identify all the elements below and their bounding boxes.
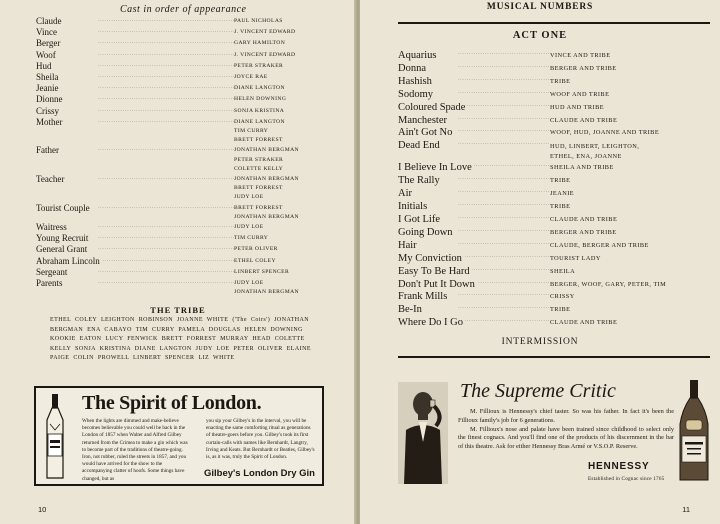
song-singers xyxy=(550,201,708,214)
hennessy-ad-paragraph: M. Fillioux is Hennessy's chief taster. So was his father. In fact it's been the Fillioux family's job for 6 generations. xyxy=(458,408,674,424)
song-singer-line: CLAUDE AND TRIBE xyxy=(550,319,618,327)
cast-actor: ETHEL COLEY xyxy=(234,257,276,264)
song-row xyxy=(398,214,708,227)
cast-actor: PETER STRAKER xyxy=(234,156,284,163)
cast-role: Woof xyxy=(36,49,56,60)
cognac-bottle-icon xyxy=(676,380,712,484)
song-title: Initials xyxy=(398,201,428,213)
cast-role-cell xyxy=(36,256,234,267)
song-title: Hashish xyxy=(398,75,432,87)
cast-role: Sheila xyxy=(36,72,59,83)
song-row xyxy=(398,162,708,175)
cast-actor: JUDY LOE xyxy=(234,224,264,231)
cast-row xyxy=(36,72,324,83)
cast-row xyxy=(36,233,324,244)
song-singers xyxy=(550,227,708,240)
cast-actor: BRETT FORREST xyxy=(234,137,283,144)
song-singer-line: CLAUDE AND TRIBE xyxy=(550,215,618,223)
song-singers xyxy=(550,266,708,279)
song-title-cell xyxy=(398,127,550,140)
song-list xyxy=(398,50,708,330)
song-singer-line: BERGER, WOOF, GARY, PETER, TIM xyxy=(550,280,667,288)
song-row xyxy=(398,291,708,304)
cast-role-cell xyxy=(36,145,234,156)
song-singers xyxy=(550,253,708,266)
cast-row xyxy=(36,117,324,146)
song-row xyxy=(398,175,708,188)
song-singers xyxy=(550,50,708,63)
hennessy-established: Established in Cognac since 1765 xyxy=(588,476,665,482)
cast-actors xyxy=(234,222,324,232)
song-singer-line: BERGER AND TRIBE xyxy=(550,64,617,72)
cast-role: Sergeant xyxy=(36,266,68,277)
cast-role-cell xyxy=(36,38,234,49)
cast-actor: JONATHAN BERGMAN xyxy=(234,213,299,220)
song-singer-line: TRIBE xyxy=(550,203,571,211)
hennessy-brand: HENNESSY xyxy=(588,461,650,472)
song-singers xyxy=(550,240,708,253)
cast-actor: JOYCE RAE xyxy=(234,74,268,81)
gin-ad-text-col1: When the lights are dimmed and make-believe becomes believable you could well be back in the London of 1857 when Walter and Alfred Gilbey returned from the Crimea to make a gin which was to become part of the traditions of theatre-going. Iron, not rubber, ruled the streets in 1857, and you would have arrived for the show to the accompanying clatter of hoofs. Some things have changed, but as xyxy=(82,418,188,482)
song-title: Ain't Got No xyxy=(398,127,453,139)
song-singers xyxy=(550,175,708,188)
cast-role: Father xyxy=(36,145,59,156)
cast-actor: TIM CURRY xyxy=(234,128,269,135)
song-title: The Rally xyxy=(398,175,440,187)
cast-actors xyxy=(234,267,324,277)
song-title-cell xyxy=(398,140,550,153)
cast-actors xyxy=(234,83,324,93)
cast-role: Jeanie xyxy=(36,83,59,94)
song-row xyxy=(398,227,708,240)
song-title: Sodomy xyxy=(398,88,434,100)
cast-actor: JONATHAN BERGMAN xyxy=(234,176,299,183)
song-title: Manchester xyxy=(398,114,447,126)
cast-actors xyxy=(234,278,324,297)
divider-rule-mid xyxy=(398,356,710,358)
cast-actors xyxy=(234,117,324,146)
cast-actors xyxy=(234,233,324,243)
song-title: Dead End xyxy=(398,140,440,152)
song-singers xyxy=(550,317,708,330)
cast-role-cell xyxy=(36,244,234,255)
song-title: Air xyxy=(398,188,412,200)
cast-actors xyxy=(234,61,324,71)
song-row xyxy=(398,201,708,214)
song-singer-line: SHEILA AND TRIBE xyxy=(550,164,614,172)
song-title: Where Do I Go xyxy=(398,317,464,329)
cast-actors xyxy=(234,94,324,104)
song-singer-line: BERGER AND TRIBE xyxy=(550,228,617,236)
taster-photo-icon xyxy=(398,382,448,484)
song-singers xyxy=(550,214,708,227)
cast-actor: PAUL NICHOLAS xyxy=(234,18,283,24)
cast-actor: J. VINCENT EDWARD xyxy=(234,51,296,58)
tribe-title: THE TRIBE xyxy=(150,305,206,315)
song-title: Donna xyxy=(398,62,426,74)
cast-actor: JUDY LOE xyxy=(234,194,264,201)
cast-row xyxy=(36,174,324,203)
song-title: Going Down xyxy=(398,226,453,238)
song-singer-line: CLAUDE, BERGER AND TRIBE xyxy=(550,241,649,249)
cast-actor: JONATHAN BERGMAN xyxy=(234,289,299,296)
cast-role-cell xyxy=(36,106,234,117)
cast-role: Berger xyxy=(36,38,61,49)
hennessy-ad-paragraph: M. Fillioux's nose and palate have been trained since childhood to select only the finest cognacs. And you'll find one of the products of his discernment in the bar of this theatre. Ask for either Hennessy Bras Armé or V.S.O.P. Reserve. xyxy=(458,425,674,451)
song-title-cell xyxy=(398,266,550,279)
song-title-cell xyxy=(398,304,550,317)
cast-actor: GARY HAMILTON xyxy=(234,40,286,47)
cast-row xyxy=(36,222,324,233)
hennessy-ad-title: The Supreme Critic xyxy=(460,380,616,402)
cast-role-cell xyxy=(36,278,234,289)
cast-actors xyxy=(234,145,324,174)
cast-row xyxy=(36,145,324,174)
song-row xyxy=(398,140,708,162)
song-singers xyxy=(550,291,708,304)
song-singer-line: TRIBE xyxy=(550,306,571,314)
song-singer-line: TRIBE xyxy=(550,177,571,185)
cast-row xyxy=(36,278,324,297)
cast-role-cell xyxy=(36,72,234,83)
song-title-cell xyxy=(398,102,550,115)
song-row xyxy=(398,317,708,330)
song-singer-line: CLAUDE AND TRIBE xyxy=(550,116,618,124)
song-title-cell xyxy=(398,201,550,214)
gin-ad-text-col2: you sip your Gilbey's in the interval, you will be enacting the same comforting ritual as generations of theatre-goers before you. Gilbey's took its first curtain-calls with names like Bernhardt, Langtry, Irving and Keats. But Bernhardt or Beatles, Gilbey's is, as it was, truly the Spirit of London. xyxy=(206,418,315,461)
cast-role-cell xyxy=(36,27,234,38)
song-row xyxy=(398,115,708,128)
song-row xyxy=(398,240,708,253)
song-singer-line: ETHEL, ENA, JOANNE xyxy=(550,153,622,161)
cast-role: Mother xyxy=(36,116,63,127)
cast-role: Dionne xyxy=(36,94,63,105)
cast-row xyxy=(36,256,324,267)
cast-role-cell xyxy=(36,50,234,61)
cast-actor: PETER OLIVER xyxy=(234,246,278,253)
song-row xyxy=(398,188,708,201)
song-singers xyxy=(550,162,708,175)
cast-actor: DIANE LANGTON xyxy=(234,85,285,92)
song-title-cell xyxy=(398,162,550,175)
cast-heading: Cast in order of appearance xyxy=(120,4,247,15)
cast-row xyxy=(36,50,324,61)
song-row xyxy=(398,304,708,317)
gin-advertisement xyxy=(34,386,324,486)
cast-role-cell xyxy=(36,117,234,128)
song-title: Coloured Spade xyxy=(398,101,466,113)
song-title: Aquarius xyxy=(398,50,437,61)
song-singers xyxy=(550,89,708,102)
song-singer-line: HUD, LINBERT, LEIGHTON, xyxy=(550,143,640,151)
cast-actor: SONJA KRISTINA xyxy=(234,107,285,114)
cast-role: General Grant xyxy=(36,244,88,255)
tribe-members: ETHEL COLEY LEIGHTON ROBINSON JOANNE WHITE ('The Coirs') JONATHAN BERGMAN ENA CABAYO TIM CURRY PAMELA DOUGLAS HELEN DOWNING KOOKIE EATON LUCY FENWICK BRETT FORREST MURRAY HEAD COLETTE KELLY SONJA KRISTINA DIANE LANGTON JUDY LOE PETER OLIVER ELAINE PAIGE COLIN PROWELL LINBERT SPENCER LIZ WHITE xyxy=(50,317,312,362)
song-title: I Got Life xyxy=(398,213,440,225)
cast-row xyxy=(36,244,324,255)
cast-row xyxy=(36,38,324,49)
gin-ad-tagline: Gilbey's London Dry Gin xyxy=(204,468,315,479)
cast-actors xyxy=(234,106,324,116)
cast-actor: PETER STRAKER xyxy=(234,62,284,69)
cast-role-cell xyxy=(36,222,234,233)
cast-role: Young Recruit xyxy=(36,233,89,244)
song-title-cell xyxy=(398,50,550,63)
cast-actors xyxy=(234,244,324,254)
cast-role-cell xyxy=(36,174,234,185)
song-singer-line: TOURIST LADY xyxy=(550,254,601,262)
song-singers xyxy=(550,304,708,317)
cast-list xyxy=(36,16,324,297)
song-row xyxy=(398,102,708,115)
act-one-heading: ACT ONE xyxy=(512,30,568,41)
cast-role: Claude xyxy=(36,16,62,26)
cast-actor: BRETT FORREST xyxy=(234,204,283,211)
left-page xyxy=(0,0,356,524)
song-row xyxy=(398,89,708,102)
cast-actor: DIANE LANGTON xyxy=(234,118,285,125)
gin-ad-title: The Spirit of London. xyxy=(82,392,262,414)
song-title-cell xyxy=(398,279,550,292)
musical-numbers-heading: MUSICAL NUMBERS xyxy=(486,2,594,12)
song-title-cell xyxy=(398,291,550,304)
cast-role-cell xyxy=(36,233,234,244)
cast-role: Waitress xyxy=(36,222,67,233)
cast-actors xyxy=(234,203,324,222)
song-singer-line: TRIBE xyxy=(550,77,571,85)
cast-actors xyxy=(234,72,324,82)
song-row xyxy=(398,253,708,266)
song-singer-line: SHEILA xyxy=(550,267,576,275)
song-title: I Believe In Love xyxy=(398,162,472,174)
song-title-cell xyxy=(398,253,550,266)
song-singer-line: JEANIE xyxy=(550,190,575,198)
cast-actor: TIM CURRY xyxy=(234,235,269,242)
right-page xyxy=(360,0,720,524)
cast-row xyxy=(36,16,324,27)
song-singer-line: CRISSY xyxy=(550,293,575,301)
song-title-cell xyxy=(398,63,550,76)
cast-actor: J. VINCENT EDWARD xyxy=(234,29,296,36)
song-row xyxy=(398,266,708,279)
cast-actor: JONATHAN BERGMAN xyxy=(234,147,299,154)
cast-role: Abraham Lincoln xyxy=(36,255,100,266)
cast-role-cell xyxy=(36,203,234,214)
song-title-cell xyxy=(398,240,550,253)
song-title-cell xyxy=(398,89,550,102)
intermission-label: INTERMISSION xyxy=(501,337,579,347)
cast-row xyxy=(36,106,324,117)
cast-actors xyxy=(234,256,324,266)
song-title: My Conviction xyxy=(398,252,462,264)
song-title: Be-In xyxy=(398,304,422,316)
cast-row xyxy=(36,267,324,278)
cast-row xyxy=(36,94,324,105)
cast-row xyxy=(36,61,324,72)
cast-row xyxy=(36,27,324,38)
cast-role: Parents xyxy=(36,278,63,289)
song-title-cell xyxy=(398,188,550,201)
cast-actors xyxy=(234,16,324,26)
song-singers xyxy=(550,115,708,128)
cast-actor: BRETT FORREST xyxy=(234,185,283,192)
song-singer-line: VINCE AND TRIBE xyxy=(550,52,611,59)
cast-actors xyxy=(234,174,324,203)
cast-role-cell xyxy=(36,267,234,278)
song-singers xyxy=(550,140,708,162)
song-title: Don't Put It Down xyxy=(398,278,475,290)
song-title: Easy To Be Hard xyxy=(398,265,470,277)
page-number-left: 10 xyxy=(38,505,47,514)
song-singers xyxy=(550,188,708,201)
cast-role: Tourist Couple xyxy=(36,202,90,213)
hennessy-ad-body xyxy=(458,408,674,452)
song-row xyxy=(398,50,708,63)
song-singer-line: HUD AND TRIBE xyxy=(550,103,605,111)
gin-bottle-icon xyxy=(44,394,66,480)
song-title: Hair xyxy=(398,239,417,251)
cast-role: Crissy xyxy=(36,105,60,116)
song-title-cell xyxy=(398,317,550,330)
song-singers xyxy=(550,127,708,140)
page-number-right: 11 xyxy=(682,505,690,514)
song-title-cell xyxy=(398,175,550,188)
cast-actors xyxy=(234,50,324,60)
cast-actor: LINBERT SPENCER xyxy=(234,268,290,275)
divider-rule-top xyxy=(398,22,710,24)
cast-actor: JUDY LOE xyxy=(234,280,264,287)
song-row xyxy=(398,279,708,292)
song-singer-line: WOOF AND TRIBE xyxy=(550,90,610,98)
song-singers xyxy=(550,279,708,292)
cast-role: Hud xyxy=(36,60,52,71)
song-title: Frank Mills xyxy=(398,291,448,303)
song-title-cell xyxy=(398,115,550,128)
cast-role-cell xyxy=(36,16,234,27)
cast-role: Vince xyxy=(36,27,57,38)
cast-role-cell xyxy=(36,61,234,72)
song-singers xyxy=(550,63,708,76)
cast-actor: COLETTE KELLY xyxy=(234,165,284,172)
hennessy-advertisement xyxy=(396,378,714,488)
cast-actor: HELEN DOWNING xyxy=(234,96,287,103)
song-title-cell xyxy=(398,227,550,240)
song-singers xyxy=(550,76,708,89)
song-row xyxy=(398,76,708,89)
song-singers xyxy=(550,102,708,115)
cast-actors xyxy=(234,27,324,37)
cast-role-cell xyxy=(36,94,234,105)
cast-row xyxy=(36,83,324,94)
song-row xyxy=(398,63,708,76)
cast-actors xyxy=(234,38,324,48)
song-title-cell xyxy=(398,76,550,89)
cast-row xyxy=(36,203,324,222)
cast-role-cell xyxy=(36,83,234,94)
song-title-cell xyxy=(398,214,550,227)
song-singer-line: WOOF, HUD, JOANNE AND TRIBE xyxy=(550,129,660,137)
cast-role: Teacher xyxy=(36,174,65,185)
song-row xyxy=(398,127,708,140)
